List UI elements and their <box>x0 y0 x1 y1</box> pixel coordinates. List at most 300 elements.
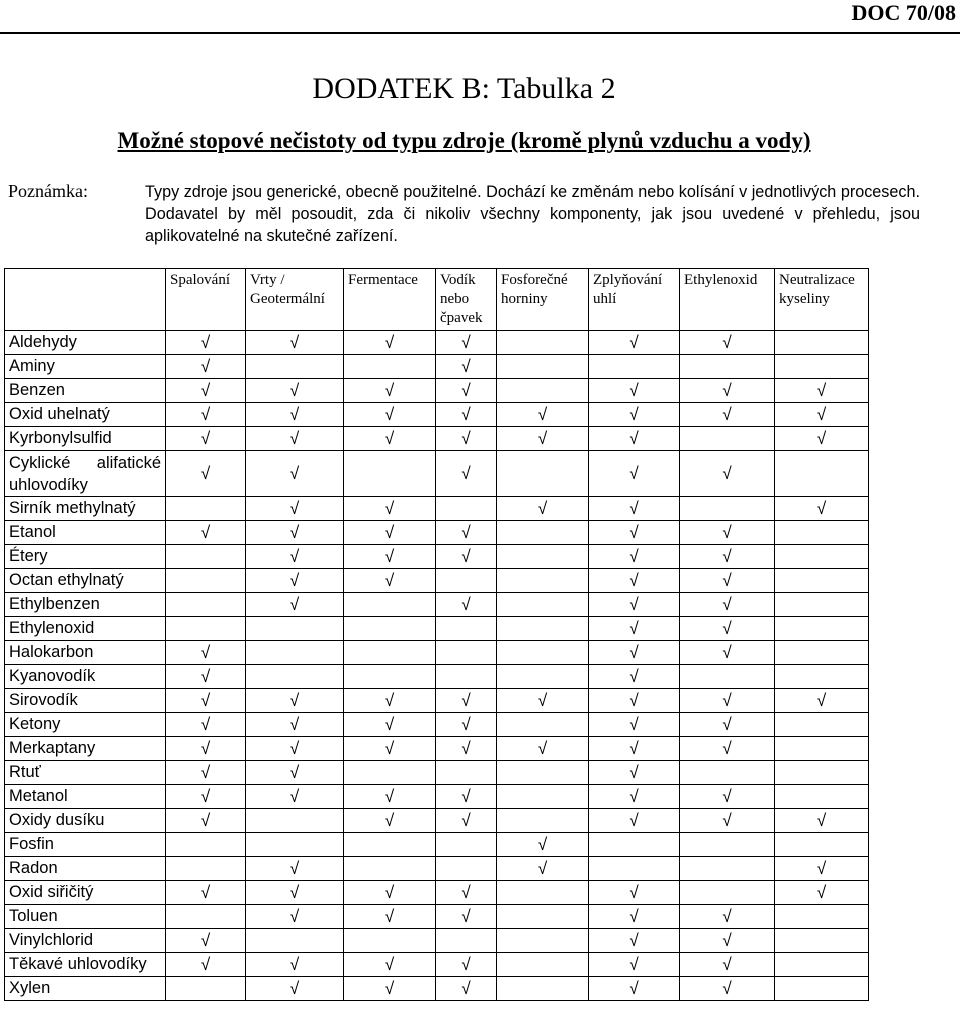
mark-cell <box>246 713 344 737</box>
mark-cell <box>775 521 869 545</box>
mark-cell <box>680 497 775 521</box>
mark-cell <box>344 665 436 689</box>
check-icon: √ <box>816 810 827 830</box>
check-icon: √ <box>722 906 732 926</box>
mark-cell <box>497 713 589 737</box>
mark-cell <box>246 593 344 617</box>
mark-cell <box>246 761 344 785</box>
mark-cell <box>246 641 344 665</box>
substance-name-word: Cyklické <box>9 453 71 472</box>
check-icon: √ <box>629 463 639 483</box>
mark-cell <box>589 881 680 905</box>
mark-cell <box>775 403 869 427</box>
mark-cell <box>589 737 680 761</box>
check-icon: √ <box>384 786 395 806</box>
mark-cell <box>680 379 775 403</box>
check-icon: √ <box>289 738 300 758</box>
substance-name: Sirník methylnatý <box>5 497 166 521</box>
mark-cell <box>497 331 589 355</box>
check-icon: √ <box>816 882 827 902</box>
mark-cell <box>497 857 589 881</box>
mark-cell <box>680 521 775 545</box>
check-icon: √ <box>289 546 300 566</box>
check-icon: √ <box>722 546 732 566</box>
mark-cell <box>436 833 497 857</box>
mark-cell <box>775 427 869 451</box>
mark-cell <box>246 785 344 809</box>
check-icon: √ <box>200 690 211 710</box>
mark-cell <box>436 785 497 809</box>
table-row <box>5 451 869 497</box>
mark-cell <box>166 403 246 427</box>
check-icon: √ <box>722 714 732 734</box>
mark-cell <box>436 977 497 1001</box>
mark-cell <box>166 497 246 521</box>
mark-cell <box>497 617 589 641</box>
column-header: Fosforečné horniny <box>497 269 589 331</box>
mark-cell <box>775 737 869 761</box>
mark-cell <box>680 905 775 929</box>
mark-cell <box>497 497 589 521</box>
mark-cell <box>166 451 246 497</box>
mark-cell <box>344 451 436 497</box>
mark-cell <box>166 833 246 857</box>
mark-cell <box>246 929 344 953</box>
mark-cell <box>497 905 589 929</box>
check-icon: √ <box>629 642 639 662</box>
check-icon: √ <box>384 738 395 758</box>
check-icon: √ <box>629 738 639 758</box>
mark-cell <box>436 641 497 665</box>
substance-name: Radon <box>5 857 166 881</box>
mark-cell <box>166 427 246 451</box>
mark-cell <box>436 569 497 593</box>
mark-cell <box>166 545 246 569</box>
check-icon: √ <box>722 522 732 542</box>
mark-cell <box>344 427 436 451</box>
check-icon: √ <box>200 404 211 424</box>
check-icon: √ <box>289 522 300 542</box>
substance-name: Ethylbenzen <box>5 593 166 617</box>
substance-name: Toluen <box>5 905 166 929</box>
check-icon: √ <box>461 404 471 424</box>
check-icon: √ <box>629 978 639 998</box>
check-icon: √ <box>629 570 639 590</box>
check-icon: √ <box>537 738 548 758</box>
mark-cell <box>680 641 775 665</box>
check-icon: √ <box>537 834 548 854</box>
mark-cell <box>166 355 246 379</box>
check-icon: √ <box>629 762 639 782</box>
check-icon: √ <box>384 714 395 734</box>
mark-cell <box>436 403 497 427</box>
mark-cell <box>680 833 775 857</box>
mark-cell <box>680 331 775 355</box>
mark-cell <box>497 379 589 403</box>
mark-cell <box>344 379 436 403</box>
mark-cell <box>246 809 344 833</box>
mark-cell <box>680 761 775 785</box>
mark-cell <box>589 521 680 545</box>
mark-cell <box>166 593 246 617</box>
table-subheading: Možné stopové nečistoty od typu zdroje (kromě plynů vzduchu a vody) <box>117 128 811 153</box>
check-icon: √ <box>629 428 639 448</box>
column-header: Ethylenoxid <box>680 269 775 331</box>
check-icon: √ <box>461 786 471 806</box>
check-icon: √ <box>289 978 300 998</box>
substance-name: Vinylchlorid <box>5 929 166 953</box>
mark-cell <box>497 641 589 665</box>
check-icon: √ <box>289 428 300 448</box>
column-header: Neutralizace kyseliny <box>775 269 869 331</box>
mark-cell <box>436 617 497 641</box>
check-icon: √ <box>289 882 300 902</box>
check-icon: √ <box>384 810 395 830</box>
mark-cell <box>344 953 436 977</box>
mark-cell <box>246 521 344 545</box>
check-icon: √ <box>629 954 639 974</box>
table-row <box>5 929 869 953</box>
mark-cell <box>344 905 436 929</box>
mark-cell <box>344 761 436 785</box>
table-row <box>5 545 869 569</box>
mark-cell <box>497 569 589 593</box>
substance-name: Sirovodík <box>5 689 166 713</box>
check-icon: √ <box>461 810 471 830</box>
table-row <box>5 689 869 713</box>
check-icon: √ <box>722 594 732 614</box>
check-icon: √ <box>722 404 732 424</box>
check-icon: √ <box>384 978 395 998</box>
check-icon: √ <box>629 810 639 830</box>
substance-name: Aldehydy <box>5 331 166 355</box>
mark-cell <box>497 761 589 785</box>
check-icon: √ <box>384 882 395 902</box>
check-icon: √ <box>629 594 639 614</box>
check-icon: √ <box>629 666 639 686</box>
mark-cell <box>589 427 680 451</box>
table-row <box>5 809 869 833</box>
check-icon: √ <box>200 332 211 352</box>
mark-cell <box>344 977 436 1001</box>
mark-cell <box>497 521 589 545</box>
mark-cell <box>436 545 497 569</box>
mark-cell <box>775 331 869 355</box>
check-icon: √ <box>289 380 300 400</box>
mark-cell <box>246 617 344 641</box>
mark-cell <box>436 737 497 761</box>
check-icon: √ <box>461 738 471 758</box>
check-icon: √ <box>384 546 395 566</box>
mark-cell <box>497 953 589 977</box>
check-icon: √ <box>461 546 471 566</box>
mark-cell <box>246 857 344 881</box>
mark-cell <box>497 785 589 809</box>
check-icon: √ <box>289 954 300 974</box>
check-icon: √ <box>722 570 732 590</box>
check-icon: √ <box>722 642 732 662</box>
check-icon: √ <box>289 498 300 518</box>
check-icon: √ <box>384 570 395 590</box>
check-icon: √ <box>384 498 395 518</box>
mark-cell <box>680 617 775 641</box>
substance-name: Ketony <box>5 713 166 737</box>
mark-cell <box>775 355 869 379</box>
check-icon: √ <box>200 738 211 758</box>
mark-cell <box>775 379 869 403</box>
mark-cell <box>589 379 680 403</box>
mark-cell <box>775 641 869 665</box>
table-row <box>5 617 869 641</box>
check-icon: √ <box>384 332 395 352</box>
mark-cell <box>436 713 497 737</box>
mark-cell <box>166 857 246 881</box>
mark-cell <box>497 427 589 451</box>
check-icon: √ <box>384 404 395 424</box>
mark-cell <box>436 857 497 881</box>
mark-cell <box>246 881 344 905</box>
mark-cell <box>344 929 436 953</box>
table-row <box>5 497 869 521</box>
mark-cell <box>497 545 589 569</box>
mark-cell <box>246 953 344 977</box>
check-icon: √ <box>289 594 300 614</box>
check-icon: √ <box>461 978 471 998</box>
impurity-table <box>4 268 869 1001</box>
mark-cell <box>680 545 775 569</box>
table-row <box>5 857 869 881</box>
table-row <box>5 665 869 689</box>
mark-cell <box>436 497 497 521</box>
substance-name: Halokarbon <box>5 641 166 665</box>
substance-name: Étery <box>5 545 166 569</box>
mark-cell <box>589 545 680 569</box>
table-row <box>5 355 869 379</box>
mark-cell <box>436 427 497 451</box>
check-icon: √ <box>537 858 548 878</box>
check-icon: √ <box>461 714 471 734</box>
mark-cell <box>775 881 869 905</box>
check-icon: √ <box>722 978 732 998</box>
mark-cell <box>497 881 589 905</box>
mark-cell <box>680 953 775 977</box>
table-row <box>5 977 869 1001</box>
mark-cell <box>680 451 775 497</box>
table-row <box>5 737 869 761</box>
mark-cell <box>680 569 775 593</box>
mark-cell <box>246 737 344 761</box>
check-icon: √ <box>289 786 300 806</box>
table-row <box>5 761 869 785</box>
check-icon: √ <box>722 810 732 830</box>
substance-name-line <box>9 452 165 474</box>
mark-cell <box>246 569 344 593</box>
mark-cell <box>497 355 589 379</box>
check-icon: √ <box>200 522 211 542</box>
mark-cell <box>436 761 497 785</box>
mark-cell <box>589 977 680 1001</box>
check-icon: √ <box>200 666 211 686</box>
mark-cell <box>166 617 246 641</box>
check-icon: √ <box>384 522 395 542</box>
mark-cell <box>775 833 869 857</box>
check-icon: √ <box>722 690 732 710</box>
mark-cell <box>775 451 869 497</box>
mark-cell <box>166 785 246 809</box>
mark-cell <box>775 713 869 737</box>
check-icon: √ <box>537 404 548 424</box>
check-icon: √ <box>461 332 471 352</box>
table-row <box>5 403 869 427</box>
mark-cell <box>166 881 246 905</box>
check-icon: √ <box>384 690 395 710</box>
substance-name: Oxid siřičitý <box>5 881 166 905</box>
check-icon: √ <box>289 570 300 590</box>
mark-cell <box>436 929 497 953</box>
check-icon: √ <box>289 404 300 424</box>
mark-cell <box>589 403 680 427</box>
mark-cell <box>680 809 775 833</box>
mark-cell <box>775 785 869 809</box>
check-icon: √ <box>461 594 471 614</box>
substance-name: Rtuť <box>5 761 166 785</box>
substance-name-word: alifatické <box>96 453 161 472</box>
mark-cell <box>246 545 344 569</box>
mark-cell <box>589 497 680 521</box>
check-icon: √ <box>461 690 471 710</box>
mark-cell <box>680 403 775 427</box>
mark-cell <box>497 451 589 497</box>
mark-cell <box>775 977 869 1001</box>
mark-cell <box>589 665 680 689</box>
check-icon: √ <box>289 690 300 710</box>
mark-cell <box>246 331 344 355</box>
mark-cell <box>680 713 775 737</box>
mark-cell <box>246 497 344 521</box>
check-icon: √ <box>200 428 211 448</box>
mark-cell <box>680 737 775 761</box>
mark-cell <box>344 617 436 641</box>
mark-cell <box>775 569 869 593</box>
check-icon: √ <box>461 356 471 376</box>
mark-cell <box>166 809 246 833</box>
table-row <box>5 331 869 355</box>
mark-cell <box>246 977 344 1001</box>
substance-name: Benzen <box>5 379 166 403</box>
mark-cell <box>344 497 436 521</box>
mark-cell <box>166 905 246 929</box>
substance-name: Fosfin <box>5 833 166 857</box>
check-icon: √ <box>461 522 471 542</box>
mark-cell <box>680 857 775 881</box>
check-icon: √ <box>816 380 827 400</box>
mark-cell <box>436 355 497 379</box>
mark-cell <box>166 379 246 403</box>
mark-cell <box>589 953 680 977</box>
mark-cell <box>497 665 589 689</box>
mark-cell <box>680 929 775 953</box>
mark-cell <box>497 593 589 617</box>
mark-cell <box>246 379 344 403</box>
mark-cell <box>497 977 589 1001</box>
substance-name: Oxid uhelnatý <box>5 403 166 427</box>
substance-name: Kyanovodík <box>5 665 166 689</box>
mark-cell <box>166 977 246 1001</box>
mark-cell <box>344 331 436 355</box>
mark-cell <box>589 569 680 593</box>
check-icon: √ <box>629 522 639 542</box>
check-icon: √ <box>816 428 827 448</box>
mark-cell <box>436 331 497 355</box>
mark-cell <box>589 785 680 809</box>
mark-cell <box>589 905 680 929</box>
mark-cell <box>166 689 246 713</box>
column-header: Vodík nebo čpavek <box>436 269 497 331</box>
mark-cell <box>246 451 344 497</box>
check-icon: √ <box>722 332 732 352</box>
mark-cell <box>589 809 680 833</box>
check-icon: √ <box>384 954 395 974</box>
check-icon: √ <box>200 356 211 376</box>
substance-name: Oxidy dusíku <box>5 809 166 833</box>
mark-cell <box>166 331 246 355</box>
substance-name: Xylen <box>5 977 166 1001</box>
mark-cell <box>436 665 497 689</box>
check-icon: √ <box>200 810 211 830</box>
check-icon: √ <box>722 954 732 974</box>
mark-cell <box>680 593 775 617</box>
mark-cell <box>166 665 246 689</box>
check-icon: √ <box>200 882 211 902</box>
mark-cell <box>344 545 436 569</box>
mark-cell <box>589 761 680 785</box>
check-icon: √ <box>289 906 300 926</box>
check-icon: √ <box>629 786 639 806</box>
substance-name: Metanol <box>5 785 166 809</box>
check-icon: √ <box>200 954 211 974</box>
check-icon: √ <box>629 380 639 400</box>
mark-cell <box>436 953 497 977</box>
mark-cell <box>246 427 344 451</box>
check-icon: √ <box>722 618 732 638</box>
mark-cell <box>589 451 680 497</box>
mark-cell <box>344 809 436 833</box>
check-icon: √ <box>629 714 639 734</box>
mark-cell <box>344 593 436 617</box>
check-icon: √ <box>384 380 395 400</box>
substance-name: Ethylenoxid <box>5 617 166 641</box>
check-icon: √ <box>629 498 639 518</box>
mark-cell <box>680 427 775 451</box>
check-icon: √ <box>816 498 827 518</box>
table-row <box>5 881 869 905</box>
mark-cell <box>436 593 497 617</box>
mark-cell <box>775 497 869 521</box>
mark-cell <box>246 689 344 713</box>
check-icon: √ <box>537 428 548 448</box>
table-row <box>5 593 869 617</box>
mark-cell <box>775 929 869 953</box>
note-text: Typy zdroje jsou generické, obecně použitelné. Dochází ke změnám nebo kolísání v jednotlivých procesech. Dodavatel by měl posoudit, zda či nikoliv všechny komponenty, jak jsou uvedené v přehledu, jsou aplikovatelné na skutečné zařízení. <box>145 183 920 245</box>
table-header-row <box>5 269 869 331</box>
substance-name: Merkaptany <box>5 737 166 761</box>
mark-cell <box>775 761 869 785</box>
mark-cell <box>166 713 246 737</box>
mark-cell <box>246 665 344 689</box>
substance-name: Aminy <box>5 355 166 379</box>
mark-cell <box>344 737 436 761</box>
mark-cell <box>775 593 869 617</box>
